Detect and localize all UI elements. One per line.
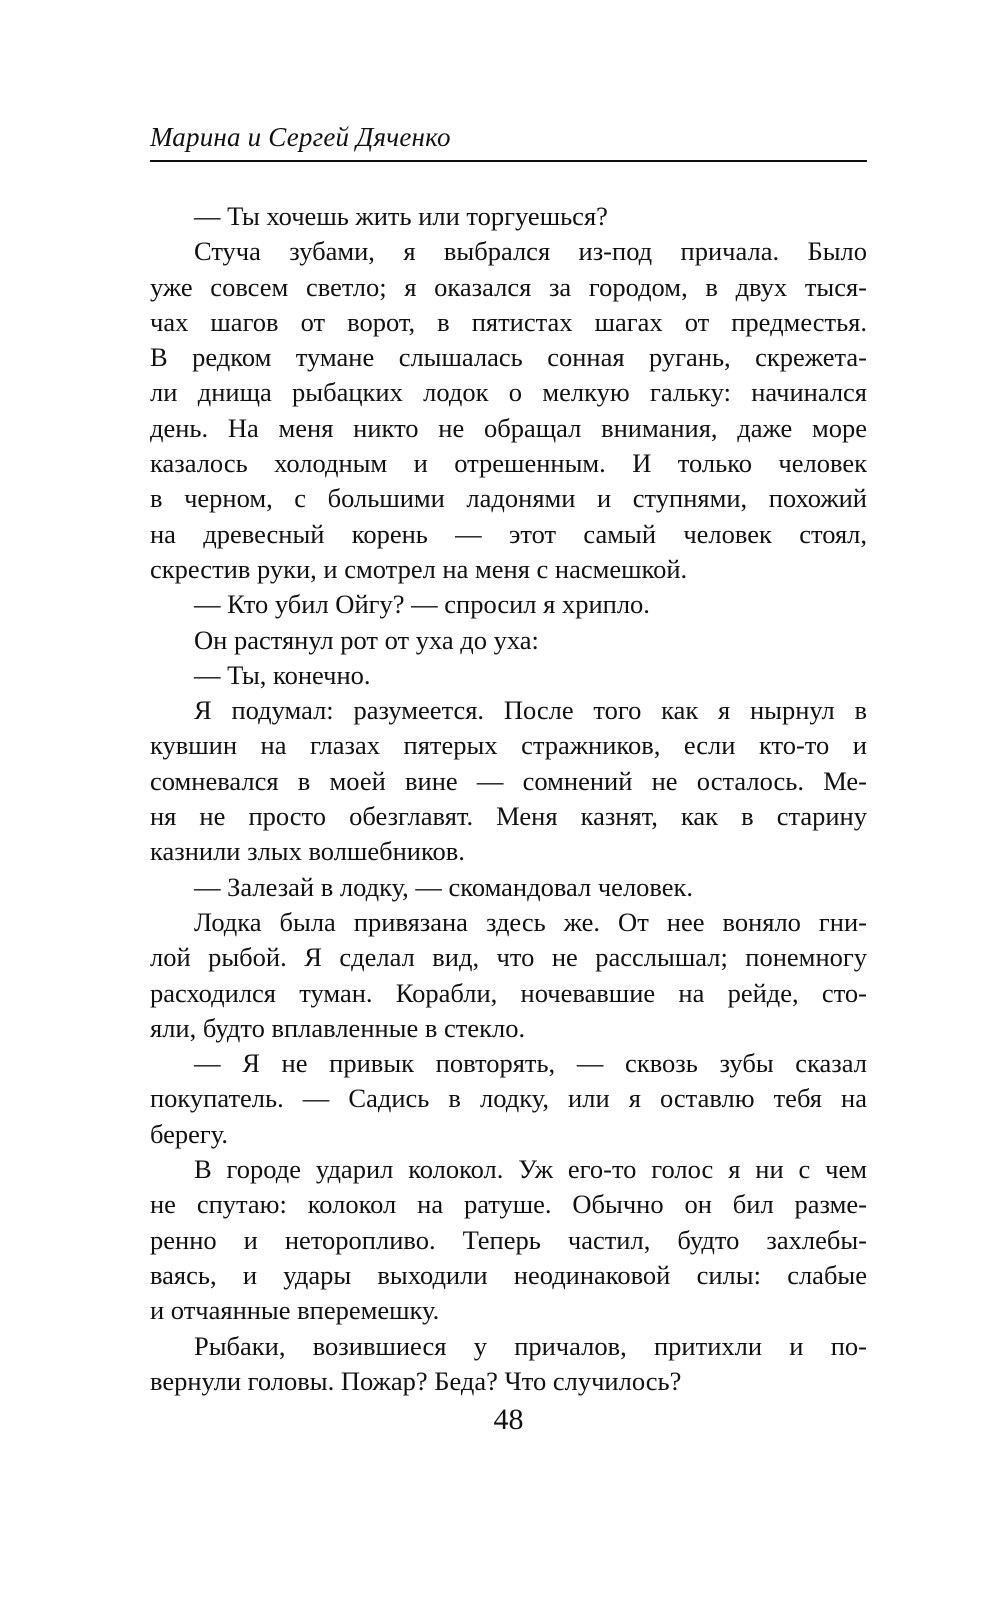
text-line: — Залезай в лодку, — скомандовал человек. xyxy=(194,871,694,902)
text-line: вернули головы. Пожар? Беда? Что случилось? xyxy=(150,1365,682,1396)
text-line: ренно и неторопливо. Теперь частил, будто захлебы- xyxy=(150,1224,867,1255)
text-line: и отчаянные вперемешку. xyxy=(150,1295,440,1326)
text-line: Он растянул рот от уха до уха: xyxy=(194,624,539,655)
text-line: — Ты хочешь жить или торгуешься? xyxy=(194,201,608,231)
text-line: в черном, с большими ладонями и ступнями, похожий xyxy=(150,483,867,514)
text-line: лой рыбой. Я сделал вид, что не расслышал; понемногу xyxy=(150,942,867,973)
text-line: ваясь, и удары выходили неодинаковой силы: слабые xyxy=(150,1259,867,1290)
text-line: на древесный корень — этот самый человек стоял, xyxy=(150,518,867,549)
text-line: казнили злых волшебников. xyxy=(150,836,465,867)
text-line: расходился туман. Корабли, ночевавшие на рейде, сто- xyxy=(150,977,867,1008)
text-line: Лодка была привязана здесь же. От нее воняло гни- xyxy=(194,906,867,937)
text-line: скрестив руки, и смотрел на меня с насмешкой. xyxy=(150,553,688,584)
text-line: яли, будто вплавленные в стекло. xyxy=(150,1012,526,1043)
text-line: ня не просто обезглавят. Меня казнят, как в старину xyxy=(150,801,867,832)
page-number: 48 xyxy=(493,1403,524,1436)
running-header-title: Марина и Сергей Дяченко xyxy=(150,122,451,152)
text-line: — Кто убил Ойгу? — спросил я хрипло. xyxy=(194,589,650,620)
text-line: ли днища рыбацких лодок о мелкую гальку: начинался xyxy=(150,377,867,408)
text-line: сомневался в моей вине — сомнений не осталось. Ме- xyxy=(150,765,867,796)
text-line: В городе ударил колокол. Уж его-то голос я ни с чем xyxy=(194,1154,867,1185)
text-line: — Я не привык повторять, — сквозь зубы сказал xyxy=(194,1048,867,1079)
text-line: день. На меня никто не обращал внимания, даже море xyxy=(150,412,867,443)
text-line: — Ты, конечно. xyxy=(194,659,371,690)
text-line: В редком тумане слышалась сонная ругань, скрежета- xyxy=(150,342,867,373)
text-line: кувшин на глазах пятерых стражников, если кто-то и xyxy=(150,730,867,761)
text-line: Стуча зубами, я выбрался из-под причала. Было xyxy=(194,236,867,267)
body-text xyxy=(150,199,867,1399)
text-line: не спутаю: колокол на ратуше. Обычно он бил разме- xyxy=(150,1189,867,1220)
text-line: чах шагов от ворот, в пятистах шагах от предместья. xyxy=(150,306,867,337)
text-line: Рыбаки, возившиеся у причалов, притихли и по- xyxy=(194,1330,867,1361)
header-rule xyxy=(150,160,867,162)
text-line: казалось холодным и отрешенным. И только человек xyxy=(150,448,867,479)
text-line: уже совсем светло; я оказался за городом, в двух тыся- xyxy=(150,271,867,302)
text-line: берегу. xyxy=(150,1118,228,1149)
text-line: покупатель. — Садись в лодку, или я оставлю тебя на xyxy=(150,1083,867,1114)
text-line: Я подумал: разумеется. После того как я нырнул в xyxy=(194,695,867,726)
